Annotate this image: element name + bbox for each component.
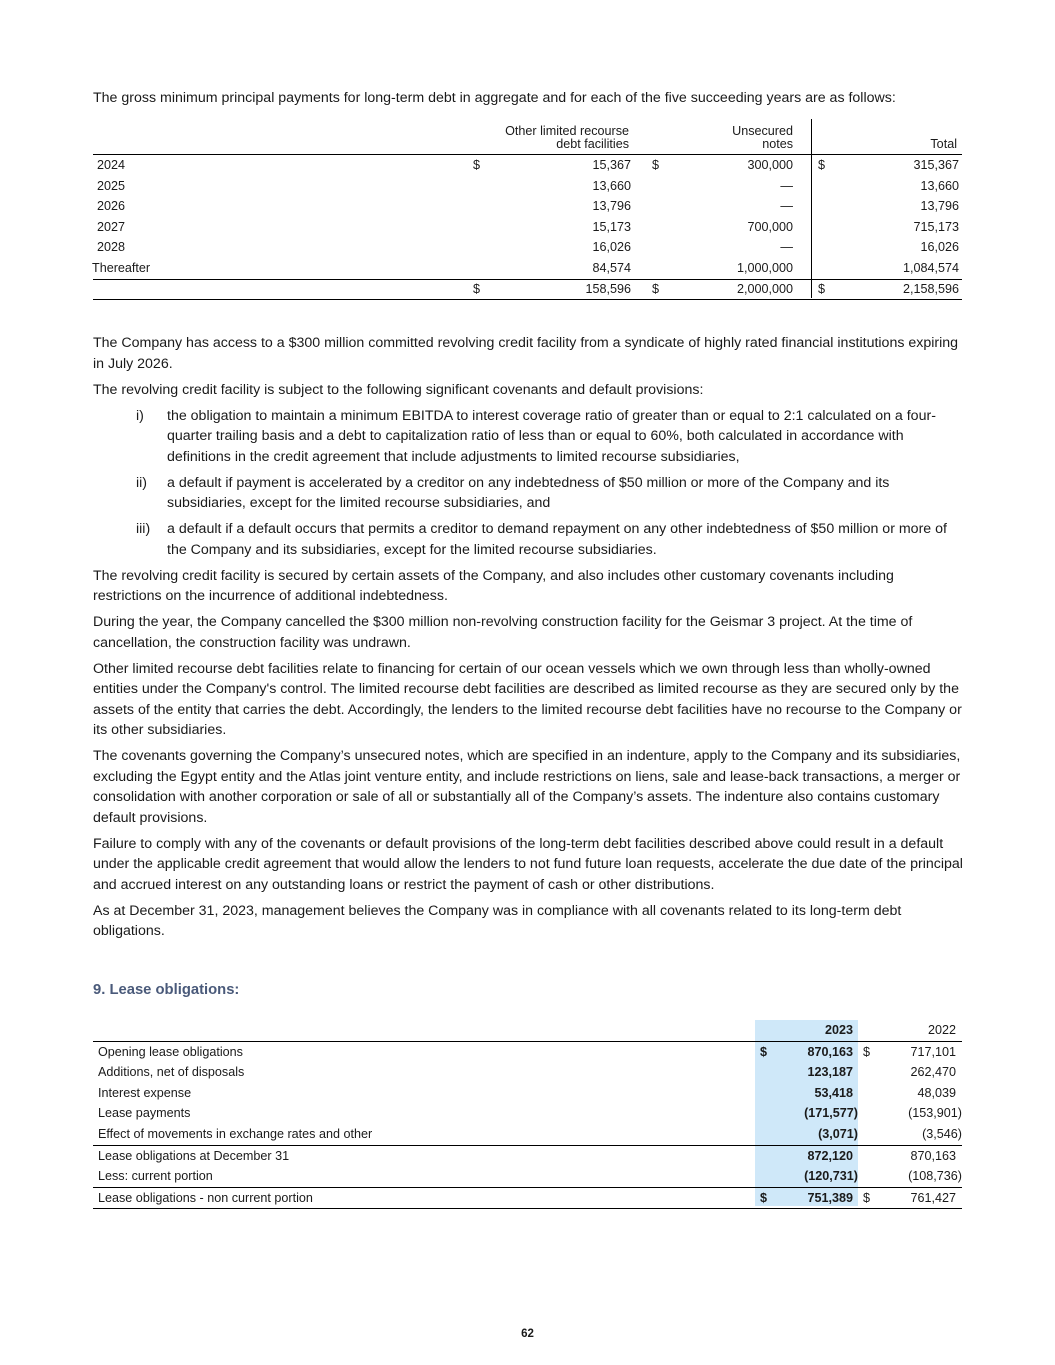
dollar-sign: $ bbox=[760, 1190, 768, 1205]
list-number: iii) bbox=[136, 521, 151, 537]
total-other-limited: 158,596 bbox=[585, 281, 631, 296]
table-row bbox=[93, 1042, 962, 1063]
value-unsecured: — bbox=[780, 199, 793, 214]
paragraph: As at December 31, 2023, management believes the Company was in compliance with all covenants related to its long-term debt obligations. bbox=[93, 902, 902, 939]
value-other-limited: 15,173 bbox=[592, 219, 631, 234]
row-label: Lease obligations at December 31 bbox=[98, 1148, 290, 1163]
value-unsecured: 700,000 bbox=[747, 219, 793, 234]
list-item bbox=[93, 519, 963, 560]
row-label: 2024 bbox=[97, 158, 126, 172]
dollar-sign: $ bbox=[818, 158, 826, 172]
row-label: 2027 bbox=[97, 219, 126, 234]
row-label: 2025 bbox=[97, 178, 126, 193]
table-row bbox=[93, 237, 962, 258]
header-total: Total bbox=[930, 137, 957, 151]
list-text: the obligation to maintain a minimum EBITDA to interest coverage ratio of greater than or equal to 2:1 calculated on a four-quarter trailing basis and a debt to capitalization ratio of less than or equal to 60%, both calculated in accordance with definitions in the credit agreement that include adjustments to limited recourse subsidiaries, bbox=[167, 407, 936, 465]
header-line: Other limited recourse bbox=[505, 124, 629, 138]
page-number: 62 bbox=[521, 1328, 534, 1340]
value-other-limited: 84,574 bbox=[592, 260, 631, 275]
debt-payments-table bbox=[93, 119, 962, 300]
row-label: Thereafter bbox=[92, 260, 151, 275]
grand-total: 2,158,596 bbox=[902, 281, 959, 296]
list-item bbox=[93, 406, 963, 468]
value-2023: 751,389 bbox=[807, 1190, 853, 1205]
header-unsecured-notes bbox=[732, 125, 793, 151]
paragraph: The Company has access to a $300 million committed revolving credit facility from a syndicate of highly rated financial institutions expiring in July 2026. bbox=[93, 335, 959, 372]
table-header bbox=[93, 119, 962, 155]
paragraph: The revolving credit facility is subject to the following significant covenants and default provisions: bbox=[93, 381, 704, 398]
value-2022: 717,101 bbox=[910, 1044, 956, 1059]
header-line: notes bbox=[762, 137, 793, 151]
value-2023: 870,163 bbox=[807, 1044, 853, 1059]
row-label: Effect of movements in exchange rates and other bbox=[98, 1126, 373, 1141]
value-2022: 761,427 bbox=[910, 1190, 956, 1205]
value-total: 715,173 bbox=[913, 219, 959, 234]
table-row bbox=[93, 155, 962, 176]
table-row bbox=[93, 196, 962, 217]
value-2022: (153,901) bbox=[908, 1106, 962, 1121]
table-row bbox=[93, 1166, 962, 1187]
value-total: 13,660 bbox=[920, 178, 959, 193]
dollar-sign: $ bbox=[652, 158, 660, 172]
value-2022: 262,470 bbox=[910, 1065, 956, 1080]
list-text: a default if payment is accelerated by a creditor on any indebtedness of $50 million or more of the Company and its subsidiaries, except for the limited recourse subsidiaries, and bbox=[167, 474, 890, 511]
paragraph: The covenants governing the Company’s unsecured notes, which are specified in an indenture, apply to the Company and its subsidiaries, excluding the Egypt entity and the Atlas joint venture entity, and include restrictions on liens, sale and lease-back transactions, a merger or consolidation with another corporation or sale of all or substantially all of the Company’s assets. The indenture also contains customary default provisions. bbox=[93, 748, 961, 826]
value-other-limited: 16,026 bbox=[592, 240, 631, 255]
total-unsecured: 2,000,000 bbox=[736, 281, 793, 296]
value-total: 13,796 bbox=[920, 199, 959, 214]
value-2022: (3,546) bbox=[922, 1126, 962, 1141]
value-other-limited: 15,367 bbox=[592, 158, 631, 172]
total-row bbox=[93, 1187, 962, 1210]
dollar-sign: $ bbox=[818, 281, 826, 296]
section-title: 9. Lease obligations: bbox=[93, 982, 240, 998]
header-line: Unsecured bbox=[732, 124, 793, 138]
value-total: 16,026 bbox=[920, 240, 959, 255]
table-row bbox=[93, 1062, 962, 1083]
table-row bbox=[93, 258, 962, 279]
row-label: 2028 bbox=[97, 240, 126, 255]
value-total: 315,367 bbox=[913, 158, 959, 172]
intro-text: The gross minimum principal payments for long-term debt in aggregate and for each of the five succeeding years are as follows: bbox=[93, 90, 896, 106]
dollar-sign: $ bbox=[863, 1190, 871, 1205]
row-label: Lease obligations - non current portion bbox=[98, 1190, 313, 1205]
header-line: debt facilities bbox=[556, 137, 629, 151]
dollar-sign: $ bbox=[473, 281, 481, 296]
table-row bbox=[93, 1103, 962, 1124]
value-2022: 48,039 bbox=[917, 1085, 956, 1100]
value-other-limited: 13,660 bbox=[592, 178, 631, 193]
header-year-2023: 2023 bbox=[824, 1023, 853, 1037]
row-label: 2026 bbox=[97, 199, 126, 214]
value-unsecured: — bbox=[780, 240, 793, 255]
value-unsecured: 300,000 bbox=[747, 158, 793, 172]
table-header bbox=[93, 1020, 962, 1042]
list-text: a default if a default occurs that permits a creditor to demand repayment on any other indebtedness of $50 million or more of the Company and its subsidiaries, except for the limited recourse subsidiaries. bbox=[167, 521, 947, 558]
paragraph: During the year, the Company cancelled the $300 million non-revolving construction facility for the Geismar 3 project. At the time of cancellation, the construction facility was undrawn. bbox=[93, 614, 913, 651]
dollar-sign: $ bbox=[652, 281, 660, 296]
dollar-sign: $ bbox=[760, 1044, 768, 1059]
row-label: Additions, net of disposals bbox=[98, 1065, 245, 1080]
row-label: Less: current portion bbox=[98, 1169, 213, 1184]
dollar-sign: $ bbox=[473, 158, 481, 172]
table-row bbox=[93, 176, 962, 197]
subtotal-row bbox=[93, 1145, 962, 1167]
list-number: i) bbox=[136, 407, 144, 424]
list-item bbox=[93, 473, 963, 514]
row-label: Interest expense bbox=[98, 1085, 192, 1100]
header-other-limited-recourse bbox=[505, 125, 629, 151]
paragraph: Other limited recourse debt facilities relate to financing for certain of our ocean vessels which we own through less than wholly-owned entities under the Company's control. The limited recourse debt facilities are described as limited recourse as they are secured only by the assets of the entity that carries the debt. Accordingly, the lenders to the limited recourse debt facilities have no recourse to the Company or its other subsidiaries. bbox=[93, 660, 962, 738]
value-other-limited: 13,796 bbox=[592, 199, 631, 214]
row-label: Opening lease obligations bbox=[98, 1044, 243, 1059]
value-2023: (3,071) bbox=[818, 1126, 858, 1141]
paragraph: The revolving credit facility is secured by certain assets of the Company, and also includes other customary covenants including restrictions on the incurrence of additional indebtedness. bbox=[93, 567, 894, 604]
value-unsecured: — bbox=[780, 178, 793, 193]
table-row bbox=[93, 1124, 962, 1145]
table-row bbox=[93, 1083, 962, 1104]
value-2022: (108,736) bbox=[908, 1169, 962, 1184]
dollar-sign: $ bbox=[863, 1044, 871, 1059]
value-total: 1,084,574 bbox=[902, 260, 959, 275]
value-2023: 123,187 bbox=[807, 1065, 853, 1080]
list-number: ii) bbox=[136, 474, 148, 491]
value-2023: (171,577) bbox=[804, 1106, 858, 1121]
value-2022: 870,163 bbox=[910, 1148, 956, 1163]
paragraph: Failure to comply with any of the covenants or default provisions of the long-term debt facilities described above could result in a default under the applicable credit agreement that would allow the lenders to not fund future loan requests, accelerate the due date of the principal and accrued interest on any outstanding loans or restrict the payment of cash or other distributions. bbox=[93, 835, 963, 893]
value-2023: (120,731) bbox=[804, 1169, 858, 1184]
value-2023: 53,418 bbox=[814, 1085, 853, 1100]
row-label: Lease payments bbox=[98, 1106, 191, 1121]
lease-obligations-table bbox=[93, 1020, 962, 1209]
value-unsecured: 1,000,000 bbox=[736, 260, 793, 275]
value-2023: 872,120 bbox=[807, 1148, 853, 1163]
body-text bbox=[93, 333, 963, 947]
header-year-2022: 2022 bbox=[927, 1023, 956, 1037]
total-row bbox=[93, 279, 962, 300]
table-row bbox=[93, 217, 962, 238]
